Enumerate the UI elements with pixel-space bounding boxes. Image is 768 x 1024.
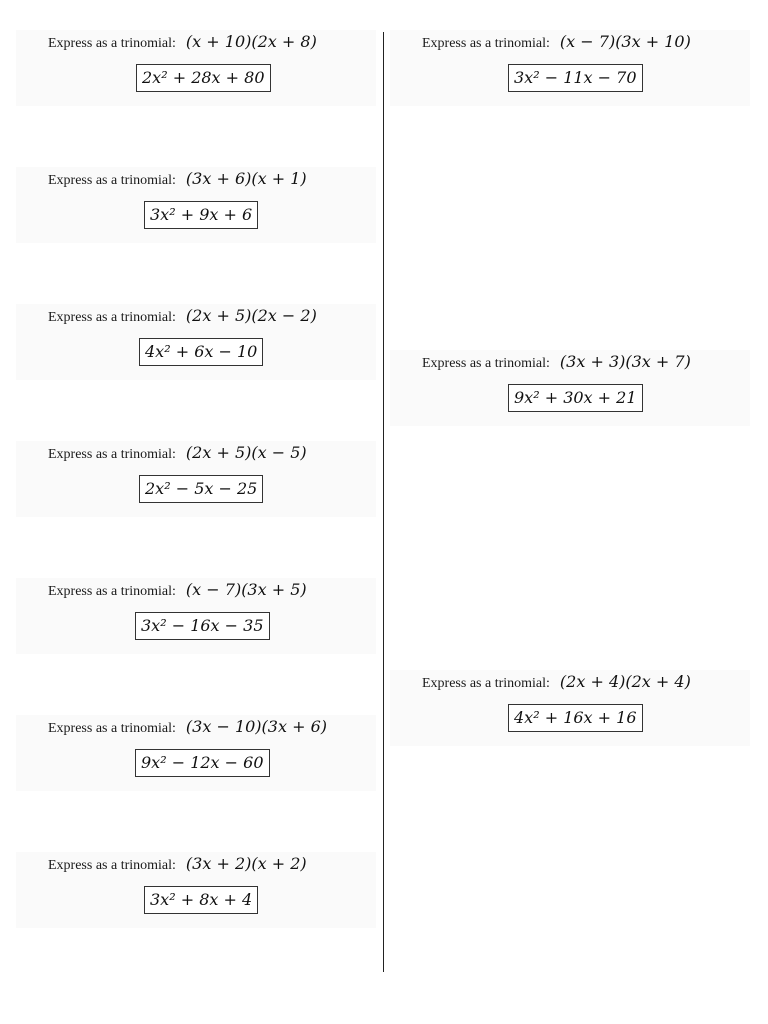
prompt-label: Express as a trinomial:	[48, 310, 176, 325]
problem-card	[16, 578, 376, 654]
factored-expression: (x − 7)(3x + 5)	[185, 580, 307, 599]
problem-card	[16, 441, 376, 517]
problem-prompt	[48, 169, 307, 189]
prompt-label: Express as a trinomial:	[422, 356, 550, 371]
answer-box: 4x² + 16x + 16	[508, 704, 643, 732]
prompt-label: Express as a trinomial:	[48, 447, 176, 462]
factored-expression: (2x + 5)(x − 5)	[185, 443, 307, 462]
answer-box: 4x² + 6x − 10	[139, 338, 263, 366]
factored-expression: (x − 7)(3x + 10)	[559, 32, 691, 51]
prompt-label: Express as a trinomial:	[48, 721, 176, 736]
problem-prompt	[48, 443, 307, 463]
prompt-label: Express as a trinomial:	[422, 676, 550, 691]
problem-prompt	[48, 32, 317, 52]
answer-box: 3x² + 9x + 6	[144, 201, 258, 229]
factored-expression: (2x + 4)(2x + 4)	[559, 672, 691, 691]
prompt-label: Express as a trinomial:	[422, 36, 550, 51]
answer-box: 3x² + 8x + 4	[144, 886, 258, 914]
factored-expression: (3x − 10)(3x + 6)	[185, 717, 327, 736]
answer-box: 2x² − 5x − 25	[139, 475, 263, 503]
problem-card	[16, 304, 376, 380]
problem-card	[390, 350, 750, 426]
problem-prompt	[48, 580, 307, 600]
prompt-label: Express as a trinomial:	[48, 173, 176, 188]
problem-card	[16, 30, 376, 106]
prompt-label: Express as a trinomial:	[48, 858, 176, 873]
problem-card	[16, 852, 376, 928]
problem-prompt	[48, 854, 307, 874]
problem-card	[390, 670, 750, 746]
problem-prompt	[422, 672, 691, 692]
answer-box: 2x² + 28x + 80	[136, 64, 271, 92]
factored-expression: (x + 10)(2x + 8)	[185, 32, 317, 51]
column-divider	[383, 32, 384, 972]
problem-prompt	[422, 352, 691, 372]
factored-expression: (3x + 2)(x + 2)	[185, 854, 307, 873]
factored-expression: (3x + 6)(x + 1)	[185, 169, 307, 188]
problem-card	[16, 715, 376, 791]
factored-expression: (2x + 5)(2x − 2)	[185, 306, 317, 325]
problem-card	[16, 167, 376, 243]
factored-expression: (3x + 3)(3x + 7)	[559, 352, 691, 371]
problem-prompt	[48, 306, 317, 326]
answer-box: 9x² − 12x − 60	[135, 749, 270, 777]
answer-box: 3x² − 11x − 70	[508, 64, 643, 92]
answer-box: 3x² − 16x − 35	[135, 612, 270, 640]
prompt-label: Express as a trinomial:	[48, 36, 176, 51]
answer-box: 9x² + 30x + 21	[508, 384, 643, 412]
problem-prompt	[422, 32, 691, 52]
problem-card	[390, 30, 750, 106]
prompt-label: Express as a trinomial:	[48, 584, 176, 599]
problem-prompt	[48, 717, 327, 737]
